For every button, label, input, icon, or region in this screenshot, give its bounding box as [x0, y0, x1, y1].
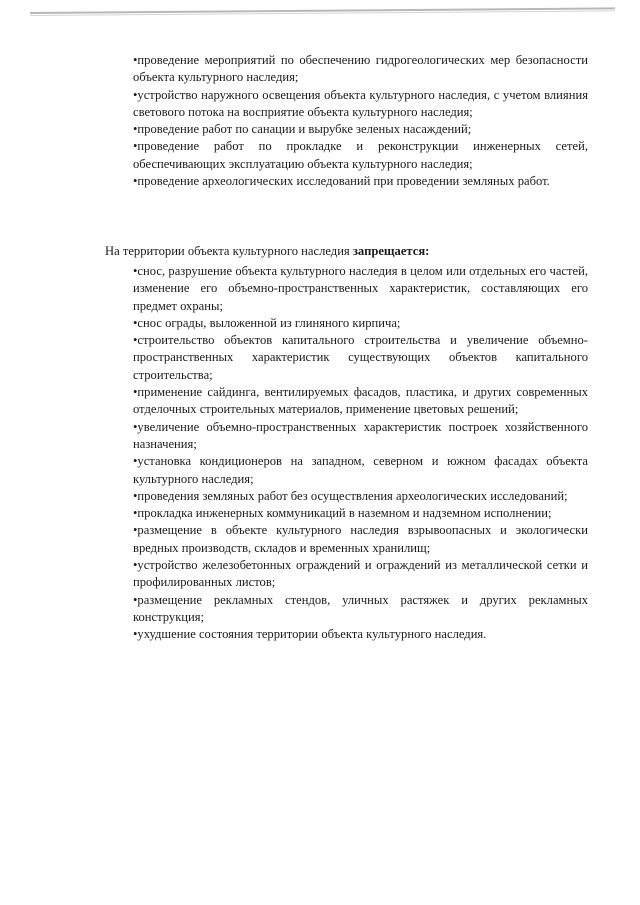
list-item: •снос, разрушение объекта культурного наследия в целом или отдельных его частей, изменение его объемно-пространственных характеристик, составляющих его предмет охраны; [133, 264, 588, 313]
list-item: •проведение мероприятий по обеспечению гидрогеологических мер безопасности объекта культурного наследия; [133, 53, 588, 85]
heading-text: На территории объекта культурного наследия [105, 244, 353, 258]
list-item: •проведение работ по прокладке и реконструкции инженерных сетей, обеспечивающих эксплуатацию объекта культурного наследия; [133, 139, 588, 171]
list-item: •проведение археологических исследований при проведении земляных работ. [133, 174, 550, 189]
list-item: •применение сайдинга, вентилируемых фасадов, пластика, и других современных отделочных строительных материалов, применение цветовых решений; [133, 385, 588, 417]
list-item: •размещение рекламных стендов, уличных растяжек и других рекламных конструкция; [133, 592, 588, 624]
list-item: •увеличение объемно-пространственных характеристик построек хозяйственного назначения; [133, 419, 588, 451]
list-item: •проведения земляных работ без осуществления археологических исследований; [133, 488, 568, 503]
prohibited-works-list [133, 263, 588, 644]
list-item: •размещение в объекте культурного наследия взрывоопасных и экологически вредных производств, складов и временных хранилищ; [133, 523, 588, 555]
list-item: •проведение работ по санации и вырубке зеленых насаждений; [133, 122, 472, 137]
list-item: •прокладка инженерных коммуникаций в наземном и надземном исполнении; [133, 506, 552, 521]
heading-bold: запрещается: [352, 244, 430, 258]
list-item: •строительство объектов капитального строительства и увеличение объемно-пространственных характеристик существующих объектов капитального строительства; [133, 333, 588, 382]
prohibited-heading [105, 243, 429, 260]
list-item: •ухудшение состояния территории объекта культурного наследия. [133, 627, 487, 642]
list-item: •установка кондиционеров на западном, северном и южном фасадах объекта культурного наследия; [133, 454, 588, 486]
permitted-works-list [133, 52, 588, 190]
list-item: •снос ограды, выложенной из глиняного кирпича; [133, 315, 401, 330]
list-item: •устройство наружного освещения объекта культурного наследия, с учетом влияния светового потока на восприятие объекта культурного наследия; [133, 87, 588, 119]
list-item: •устройство железобетонных ограждений и ограждений из металлической сетки и профилированных листов; [133, 558, 588, 590]
